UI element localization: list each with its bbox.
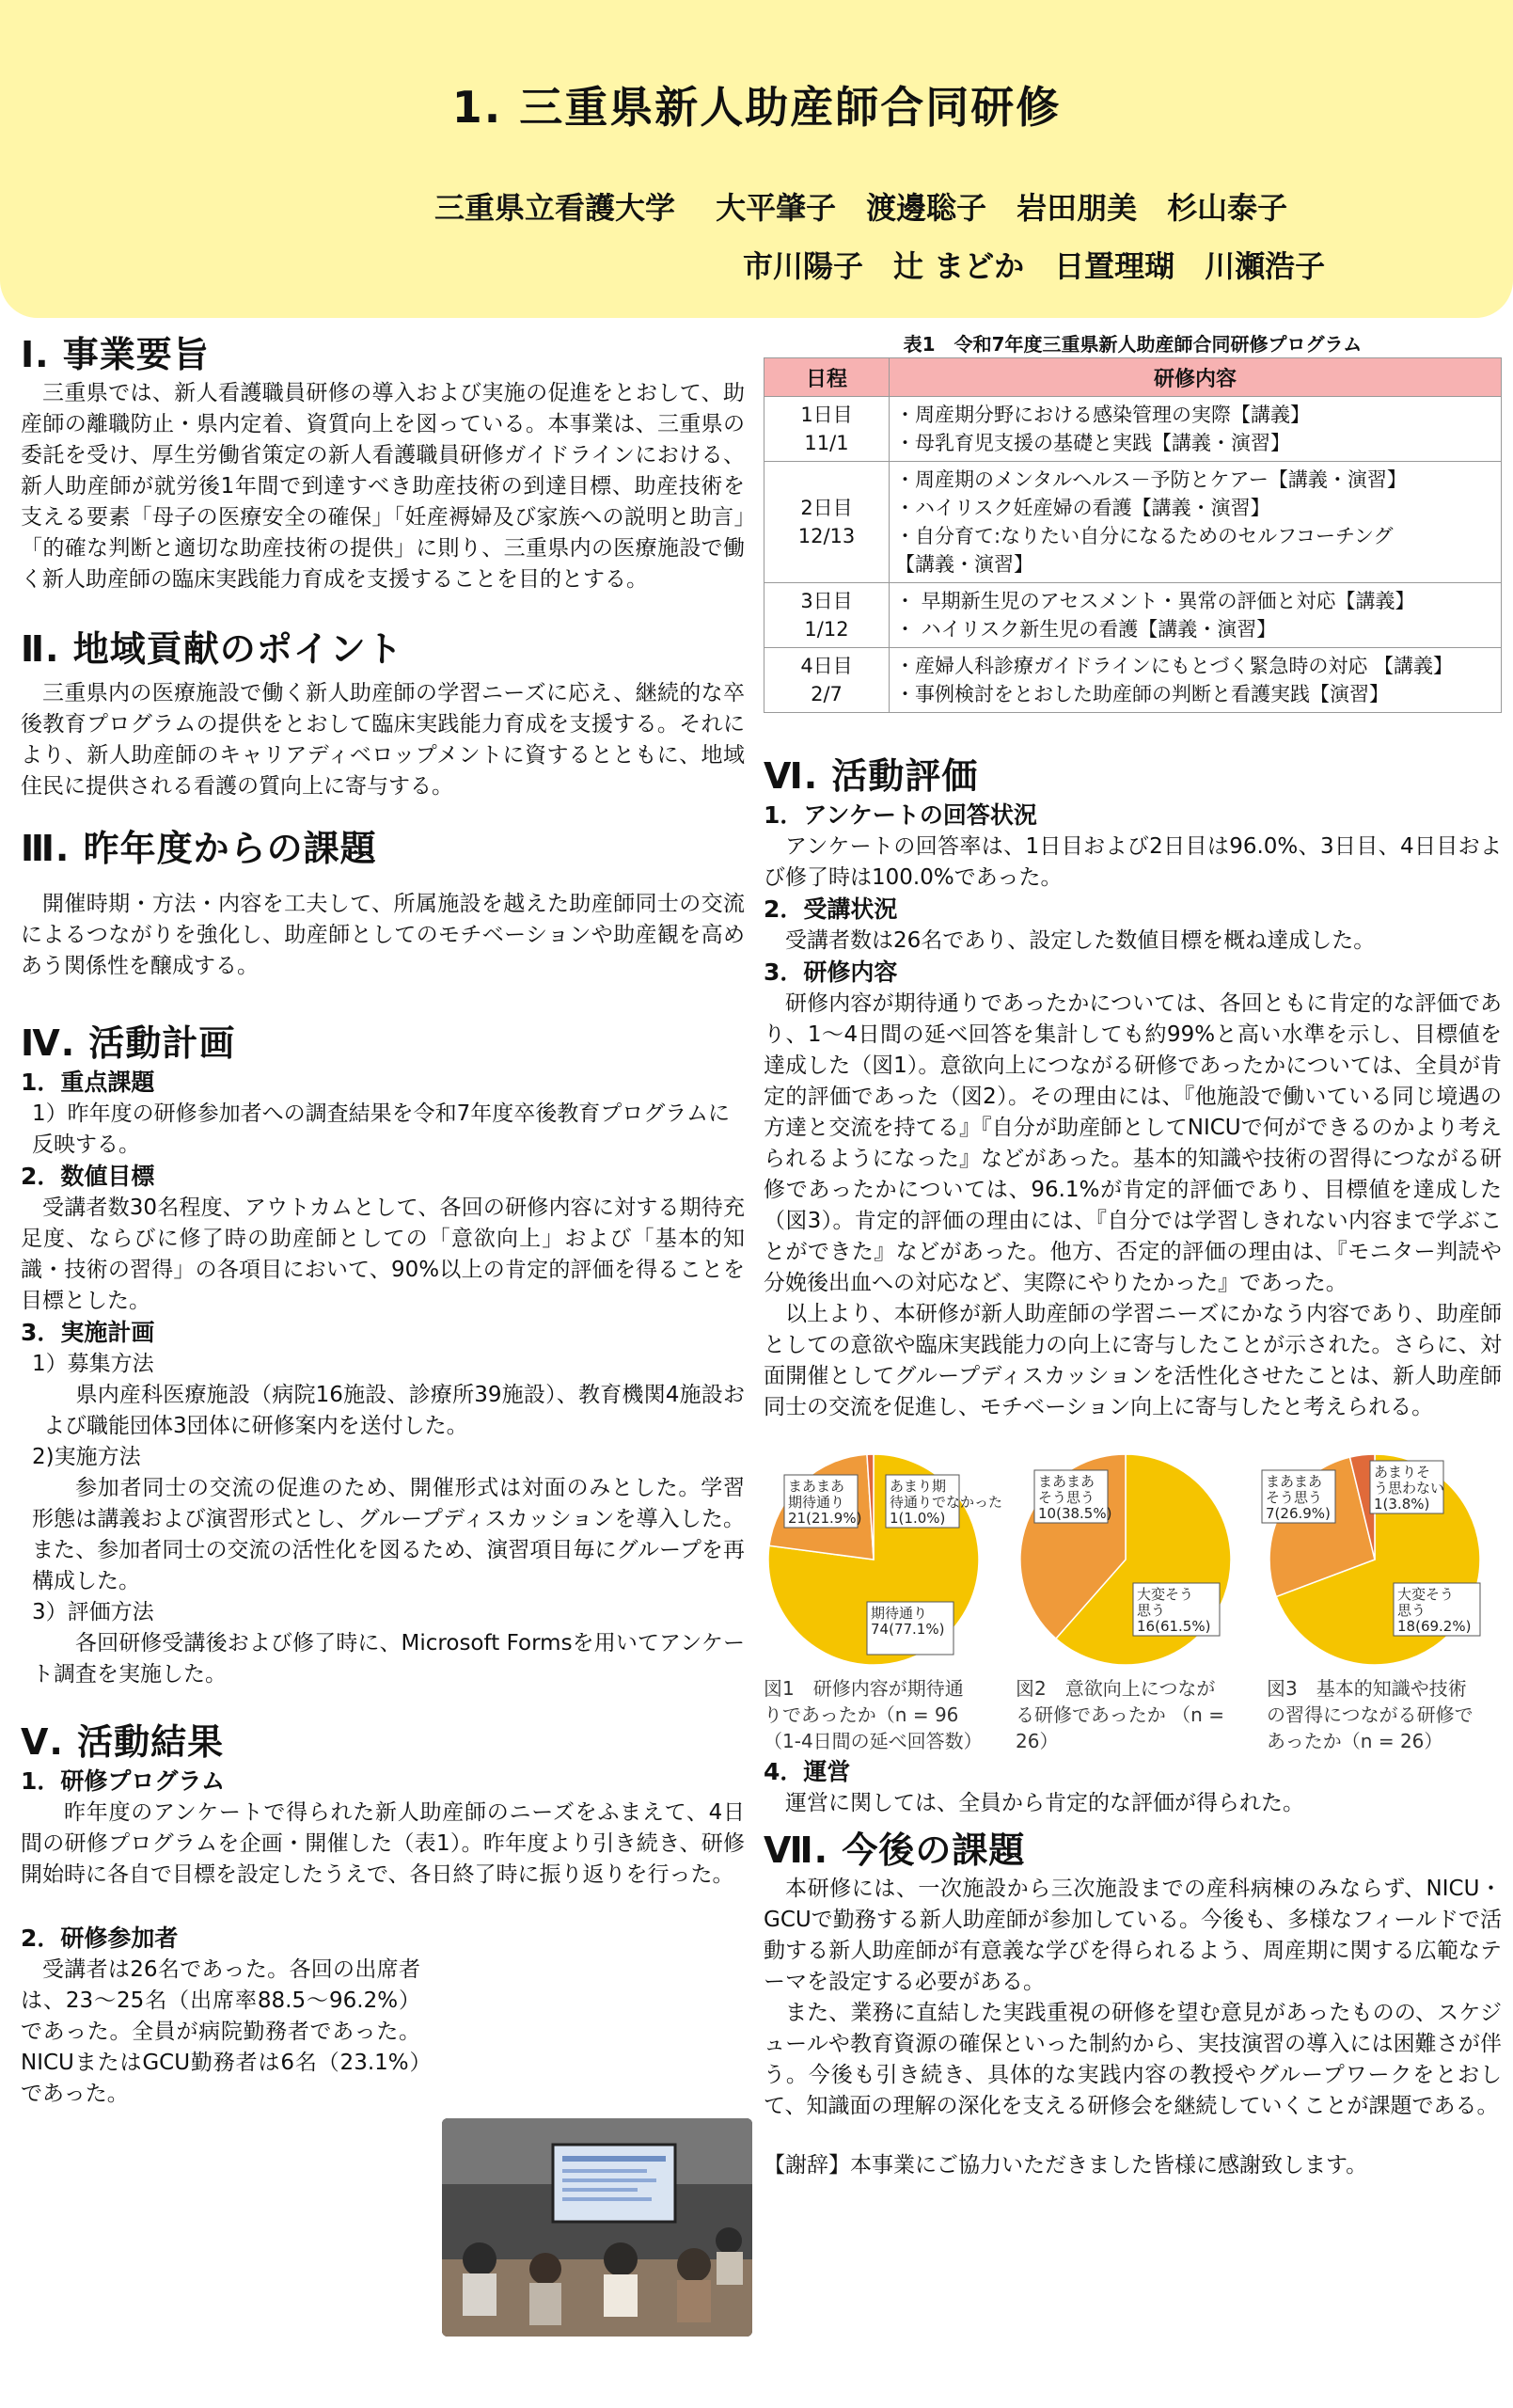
pie-label-text: まあまあ bbox=[1266, 1473, 1323, 1490]
section-4 bbox=[21, 1020, 745, 1690]
pie-label-text: 21(21.9%) bbox=[788, 1510, 862, 1527]
section-4-sub3-c: 3）評価方法 bbox=[32, 1600, 154, 1624]
pie-label-text: 大変そう bbox=[1137, 1586, 1194, 1603]
table-header-date: 日程 bbox=[764, 358, 890, 397]
section-4-sub3-a: 1）募集方法 bbox=[32, 1352, 154, 1376]
table-row bbox=[764, 462, 1502, 583]
table-cell-content bbox=[890, 648, 1502, 713]
section-5-sub1: 1．研修プログラム bbox=[21, 1767, 226, 1795]
date-label: 1/12 bbox=[804, 618, 849, 641]
day-label: 3日目 bbox=[800, 590, 853, 612]
authors-line-2: 市川陽子 辻 まどか 日置理瑚 川瀬浩子 bbox=[743, 248, 1326, 284]
pie-label-text: 10(38.5%) bbox=[1038, 1505, 1112, 1522]
pie-label-text: そう思う bbox=[1266, 1489, 1323, 1506]
pie-label-text: う思わない bbox=[1374, 1480, 1445, 1497]
pie-label-text: まあまあ bbox=[1038, 1473, 1095, 1490]
day-label: 2日目 bbox=[800, 497, 853, 519]
section-6-sub1: 1．アンケートの回答状況 bbox=[764, 801, 1037, 829]
section-4-sub3-b-body: 参加者同士の交流の促進のため、開催形式は対面のみとした。学習形態は講義および演習形式とし、グループディスカッションを導入した。また、参加者同士の交流の活性化を図るため、演習項目毎にグループを再構成した。 bbox=[32, 1476, 745, 1593]
section-4-sub3-b: 2)実施方法 bbox=[32, 1445, 141, 1469]
program-item: ・母乳育児支援の基礎と実践【講義・演習】 bbox=[895, 432, 1290, 454]
day-label: 1日目 bbox=[800, 404, 853, 426]
section-5-sub1-body: 昨年度のアンケートで得られた新人助産師のニーズをふまえて、4日間の研修プログラムを企画・開催した（表1）。昨年度より引き続き、研修開始時に各自で目標を設定したうえで、各日終了時に振り返りを行った。 bbox=[21, 1800, 745, 1887]
table-caption: 表1 令和7年度三重県新人助産師合同研修プログラム bbox=[903, 333, 1363, 356]
section-2-body: 三重県内の医療施設で働く新人助産師の学習ニーズに応え、継続的な卒後教育プログラムの提供をとおして臨床実践能力育成を支援する。それにより、新人助産師のキャリアディベロップメントに資するとともに、地域住民に提供される看護の質向上に寄与する。 bbox=[21, 681, 745, 799]
program-table bbox=[764, 357, 1502, 713]
section-7-body: 本研修には、一次施設から三次施設までの産科病棟のみならず、NICU・GCUで勤務する新人助産師が参加している。今後も、多様なフィールドで活動する新人助産師が有意義な学びを得られるよう、周産期に関する広範なテーマを設定する必要がある。 bbox=[764, 1877, 1502, 1994]
pie-label-text: そう思う bbox=[1038, 1489, 1095, 1506]
pie-label-text: 期待通り bbox=[871, 1605, 928, 1622]
program-item: ・ 早期新生児のアセスメント・異常の評価と対応【講義】 bbox=[895, 590, 1415, 612]
section-6-sub3-body: 研修内容が期待通りであったかについては、各回ともに肯定的な評価であり、1～4日間の延べ回答を集計しても約99%と高い水準を示し、目標値を達成した（図1）。意欲向上につながる研修であったかについては、全員が肯定的評価であった（図2）。その理由には、『他施設で働いている同じ境遇の方達と交流を持てる』『自分が助産師としてNICUで何ができるのかより考えられるようになった』などがあった。基本的知識や技術の習得につながる研修であったかについては、96.1%が肯定的評価であり、目標値を達成した（図3）。肯定的評価の理由には、『自分では学習しきれない内容まで学ぶことができた』などがあった。他方、否定的評価の理由は、『モニター判読や分娩後出血への対応など、実際にやりたかった』であった。 bbox=[764, 991, 1502, 1295]
section-4-sub3-c-body: 各回研修受講後および修了時に、Microsoft Formsを用いてアンケート調査を実施した。 bbox=[32, 1631, 745, 1687]
pie-label-text: 16(61.5%) bbox=[1137, 1618, 1211, 1635]
section-4-sub1: 1．重点課題 bbox=[21, 1069, 155, 1096]
program-item: ・周産期分野における感染管理の実際【講義】 bbox=[895, 404, 1310, 426]
section-3-heading: Ⅲ. 昨年度からの課題 bbox=[21, 828, 377, 869]
section-5-sub2-body: 受講者は26名であった。各回の出席者は、23～25名（出席率88.5～96.2%）であった。全員が病院勤務者であった。NICUまたはGCU勤務者は6名（23.1%）であった。 bbox=[21, 1957, 420, 2106]
section-2-heading: Ⅱ. 地域貢献のポイント bbox=[21, 628, 403, 670]
section-6 bbox=[764, 752, 1502, 1423]
pie-1 bbox=[768, 1454, 1002, 1665]
acknowledgment: 【謝辞】本事業にご協力いただきました皆様に感謝致します。 bbox=[764, 2153, 1368, 2178]
pie-2-caption: 図2 意欲向上につながる研修であったか （n = 26） bbox=[1016, 1677, 1224, 1752]
pie-label-text: 待通りでなかった bbox=[890, 1494, 1003, 1511]
section-5-sub2: 2．研修参加者 bbox=[21, 1925, 179, 1952]
section-6-heading: Ⅵ. 活動評価 bbox=[764, 755, 979, 797]
seminar-photo-illustration bbox=[442, 2118, 752, 2337]
table-header-row bbox=[764, 358, 1502, 397]
pie-label-text: あまり期 bbox=[890, 1478, 947, 1495]
section-6-sub1-body: アンケートの回答率は、1日目および2日目は96.0%、3日目、4日目および修了時は100.0%であった。 bbox=[764, 834, 1502, 890]
program-item: ・自分育て:なりたい自分になるためのセルフコーチング bbox=[895, 525, 1394, 547]
pie-2 bbox=[1020, 1454, 1231, 1665]
section-5-heading: Ⅴ. 活動結果 bbox=[21, 1721, 225, 1763]
table-cell-content bbox=[890, 583, 1502, 648]
pie-label-text: 思う bbox=[1137, 1602, 1166, 1619]
section-7-body-2: また、業務に直結した実践重視の研修を望む意見があったものの、スケジュールや教育資源の確保といった制約から、実技演習の導入には困難さが伴う。今後も引き続き、具体的な実践内容の教授やグループワークをとおして、知識面の理解の深化を支える研修会を継続していくことが課題である。 bbox=[764, 2001, 1502, 2118]
pie-label-text: 74(77.1%) bbox=[871, 1621, 945, 1638]
program-item: ・ ハイリスク新生児の看護【講義・演習】 bbox=[895, 618, 1277, 641]
program-item: ・ハイリスク妊産婦の看護【講義・演習】 bbox=[895, 497, 1270, 519]
program-item: ・周産期のメンタルヘルス－予防とケアー【講義・演習】 bbox=[895, 468, 1407, 491]
section-1-body: 三重県では、新人看護職員研修の導入および実施の促進をとおして、助産師の離職防止・県内定着、資質向上を図っている。本事業は、三重県の委託を受け、厚生労働省策定の新人看護職員研修ガイドラインにおける、新人助産師が就労後1年間で到達すべき助産技術の到達目標、助産技術を支える要素「母子の医療安全の確保」「妊産褥婦及び家族への説明と助言」「的確な判断と適切な助産技術の提供」に則り、三重県内の医療施設で働く新人助産師の臨床実践能力育成を支援することを目的とする。 bbox=[21, 381, 745, 592]
program-item: ・事例検討をとおした助産師の判断と看護実践【演習】 bbox=[895, 683, 1389, 705]
pie-label-text: 期待通り bbox=[788, 1494, 845, 1511]
authors-line-1: 三重県立看護大学 大平肇子 渡邊聡子 岩田朋美 杉山泰子 bbox=[434, 190, 1288, 226]
pie-label-text: 大変そう bbox=[1397, 1586, 1455, 1603]
section-4-sub3: 3．実施計画 bbox=[21, 1319, 155, 1346]
table-row bbox=[764, 397, 1502, 462]
table-header-content: 研修内容 bbox=[890, 358, 1502, 397]
authors bbox=[434, 179, 1325, 295]
right-column bbox=[764, 331, 1502, 2181]
section-7 bbox=[764, 1827, 1502, 2181]
section-3-body: 開催時期・方法・内容を工夫して、所属施設を越えた助産師同士の交流によるつながりを強化し、助産師としてのモチベーションや助産観を高めあう関係性を醸成する。 bbox=[21, 892, 745, 978]
section-4-sub1-body: 1）昨年度の研修参加者への調査結果を令和7年度卒後教育プログラムに反映する。 bbox=[32, 1101, 731, 1157]
pie-charts-svg bbox=[764, 1442, 1502, 1672]
table-cell-date bbox=[764, 648, 890, 713]
section-4-heading: Ⅳ. 活動計画 bbox=[21, 1022, 236, 1064]
pie-label-text: 7(26.9%) bbox=[1266, 1505, 1331, 1522]
section-1 bbox=[21, 331, 745, 595]
section-6-sub2: 2．受講状況 bbox=[764, 895, 898, 923]
section-6-sub3-body-2: 以上より、本研修が新人助産師の学習ニーズにかなう内容であり、助産師としての意欲や臨床実践能力の向上に寄与したことが示された。さらに、対面開催としてグループディスカッションを活性化させたことは、新人助産師同士の交流を促進し、モチベーション向上に寄与したと考えられる。 bbox=[764, 1302, 1502, 1419]
pie-label-text: 18(69.2%) bbox=[1397, 1618, 1472, 1635]
section-2 bbox=[21, 626, 745, 802]
table-row bbox=[764, 648, 1502, 713]
section-4-sub3-a-body: 県内産科医療施設（病院16施設、診療所39施設）、教育機関4施設および職能団体3団体に研修案内を送付した。 bbox=[43, 1383, 745, 1438]
pie-1-caption: 図1 研修内容が期待通りであったか（n = 96（1-4日間の延べ回答数） bbox=[764, 1677, 983, 1752]
day-label: 4日目 bbox=[800, 655, 853, 677]
pie-label-text: 1(1.0%) bbox=[890, 1510, 946, 1527]
section-1-heading: Ⅰ. 事業要旨 bbox=[21, 334, 210, 375]
pie-label-text: 1(3.8%) bbox=[1374, 1496, 1430, 1513]
date-label: 2/7 bbox=[811, 683, 843, 705]
section-6-sub3: 3．研修内容 bbox=[764, 958, 898, 986]
program-item: ・産婦人科診療ガイドラインにもとづく緊急時の対応 【講義】 bbox=[895, 655, 1453, 677]
section-6-sub2-body: 受講者数は26名であり、設定した数値目標を概ね達成した。 bbox=[785, 928, 1376, 953]
section-6-sub4-block bbox=[764, 1756, 1502, 1819]
section-4-sub2-body: 受講者数30名程度、アウトカムとして、各回の研修内容に対する期待充足度、ならびに修了時の助産師としての「意欲向上」および「基本的知識・技術の習得」の各項目において、90%以上の肯定的評価を得ることを目標とした。 bbox=[21, 1196, 745, 1313]
table-cell-date bbox=[764, 462, 890, 583]
date-label: 11/1 bbox=[804, 432, 849, 454]
section-5 bbox=[21, 1719, 745, 2110]
section-6-sub4: 4．運営 bbox=[764, 1758, 851, 1785]
pie-3 bbox=[1262, 1454, 1480, 1665]
section-7-heading: Ⅶ. 今後の課題 bbox=[764, 1830, 1026, 1871]
page-title: 1. 三重県新人助産師合同研修 bbox=[451, 82, 1062, 133]
seminar-photo bbox=[442, 2118, 752, 2337]
table-cell-date bbox=[764, 583, 890, 648]
date-label: 12/13 bbox=[797, 525, 856, 547]
pie-label-text: まあまあ bbox=[788, 1478, 845, 1495]
section-6-sub4-body: 運営に関しては、全員から肯定的な評価が得られた。 bbox=[785, 1791, 1304, 1815]
left-column bbox=[21, 331, 745, 2110]
section-3 bbox=[21, 825, 745, 982]
table-cell-content bbox=[890, 397, 1502, 462]
table-cell-content bbox=[890, 462, 1502, 583]
pie-3-caption: 図3 基本的知識や技術の習得につながる研修であったか（n = 26） bbox=[1267, 1677, 1474, 1752]
pie-charts bbox=[764, 1442, 1502, 1752]
section-4-sub2: 2．数値目標 bbox=[21, 1163, 155, 1190]
table-cell-date bbox=[764, 397, 890, 462]
pie-label-text: あまりそ bbox=[1374, 1464, 1431, 1481]
pie-label-text: 思う bbox=[1397, 1602, 1426, 1619]
table-row bbox=[764, 583, 1502, 648]
program-item: 【講義・演習】 bbox=[895, 553, 1033, 576]
